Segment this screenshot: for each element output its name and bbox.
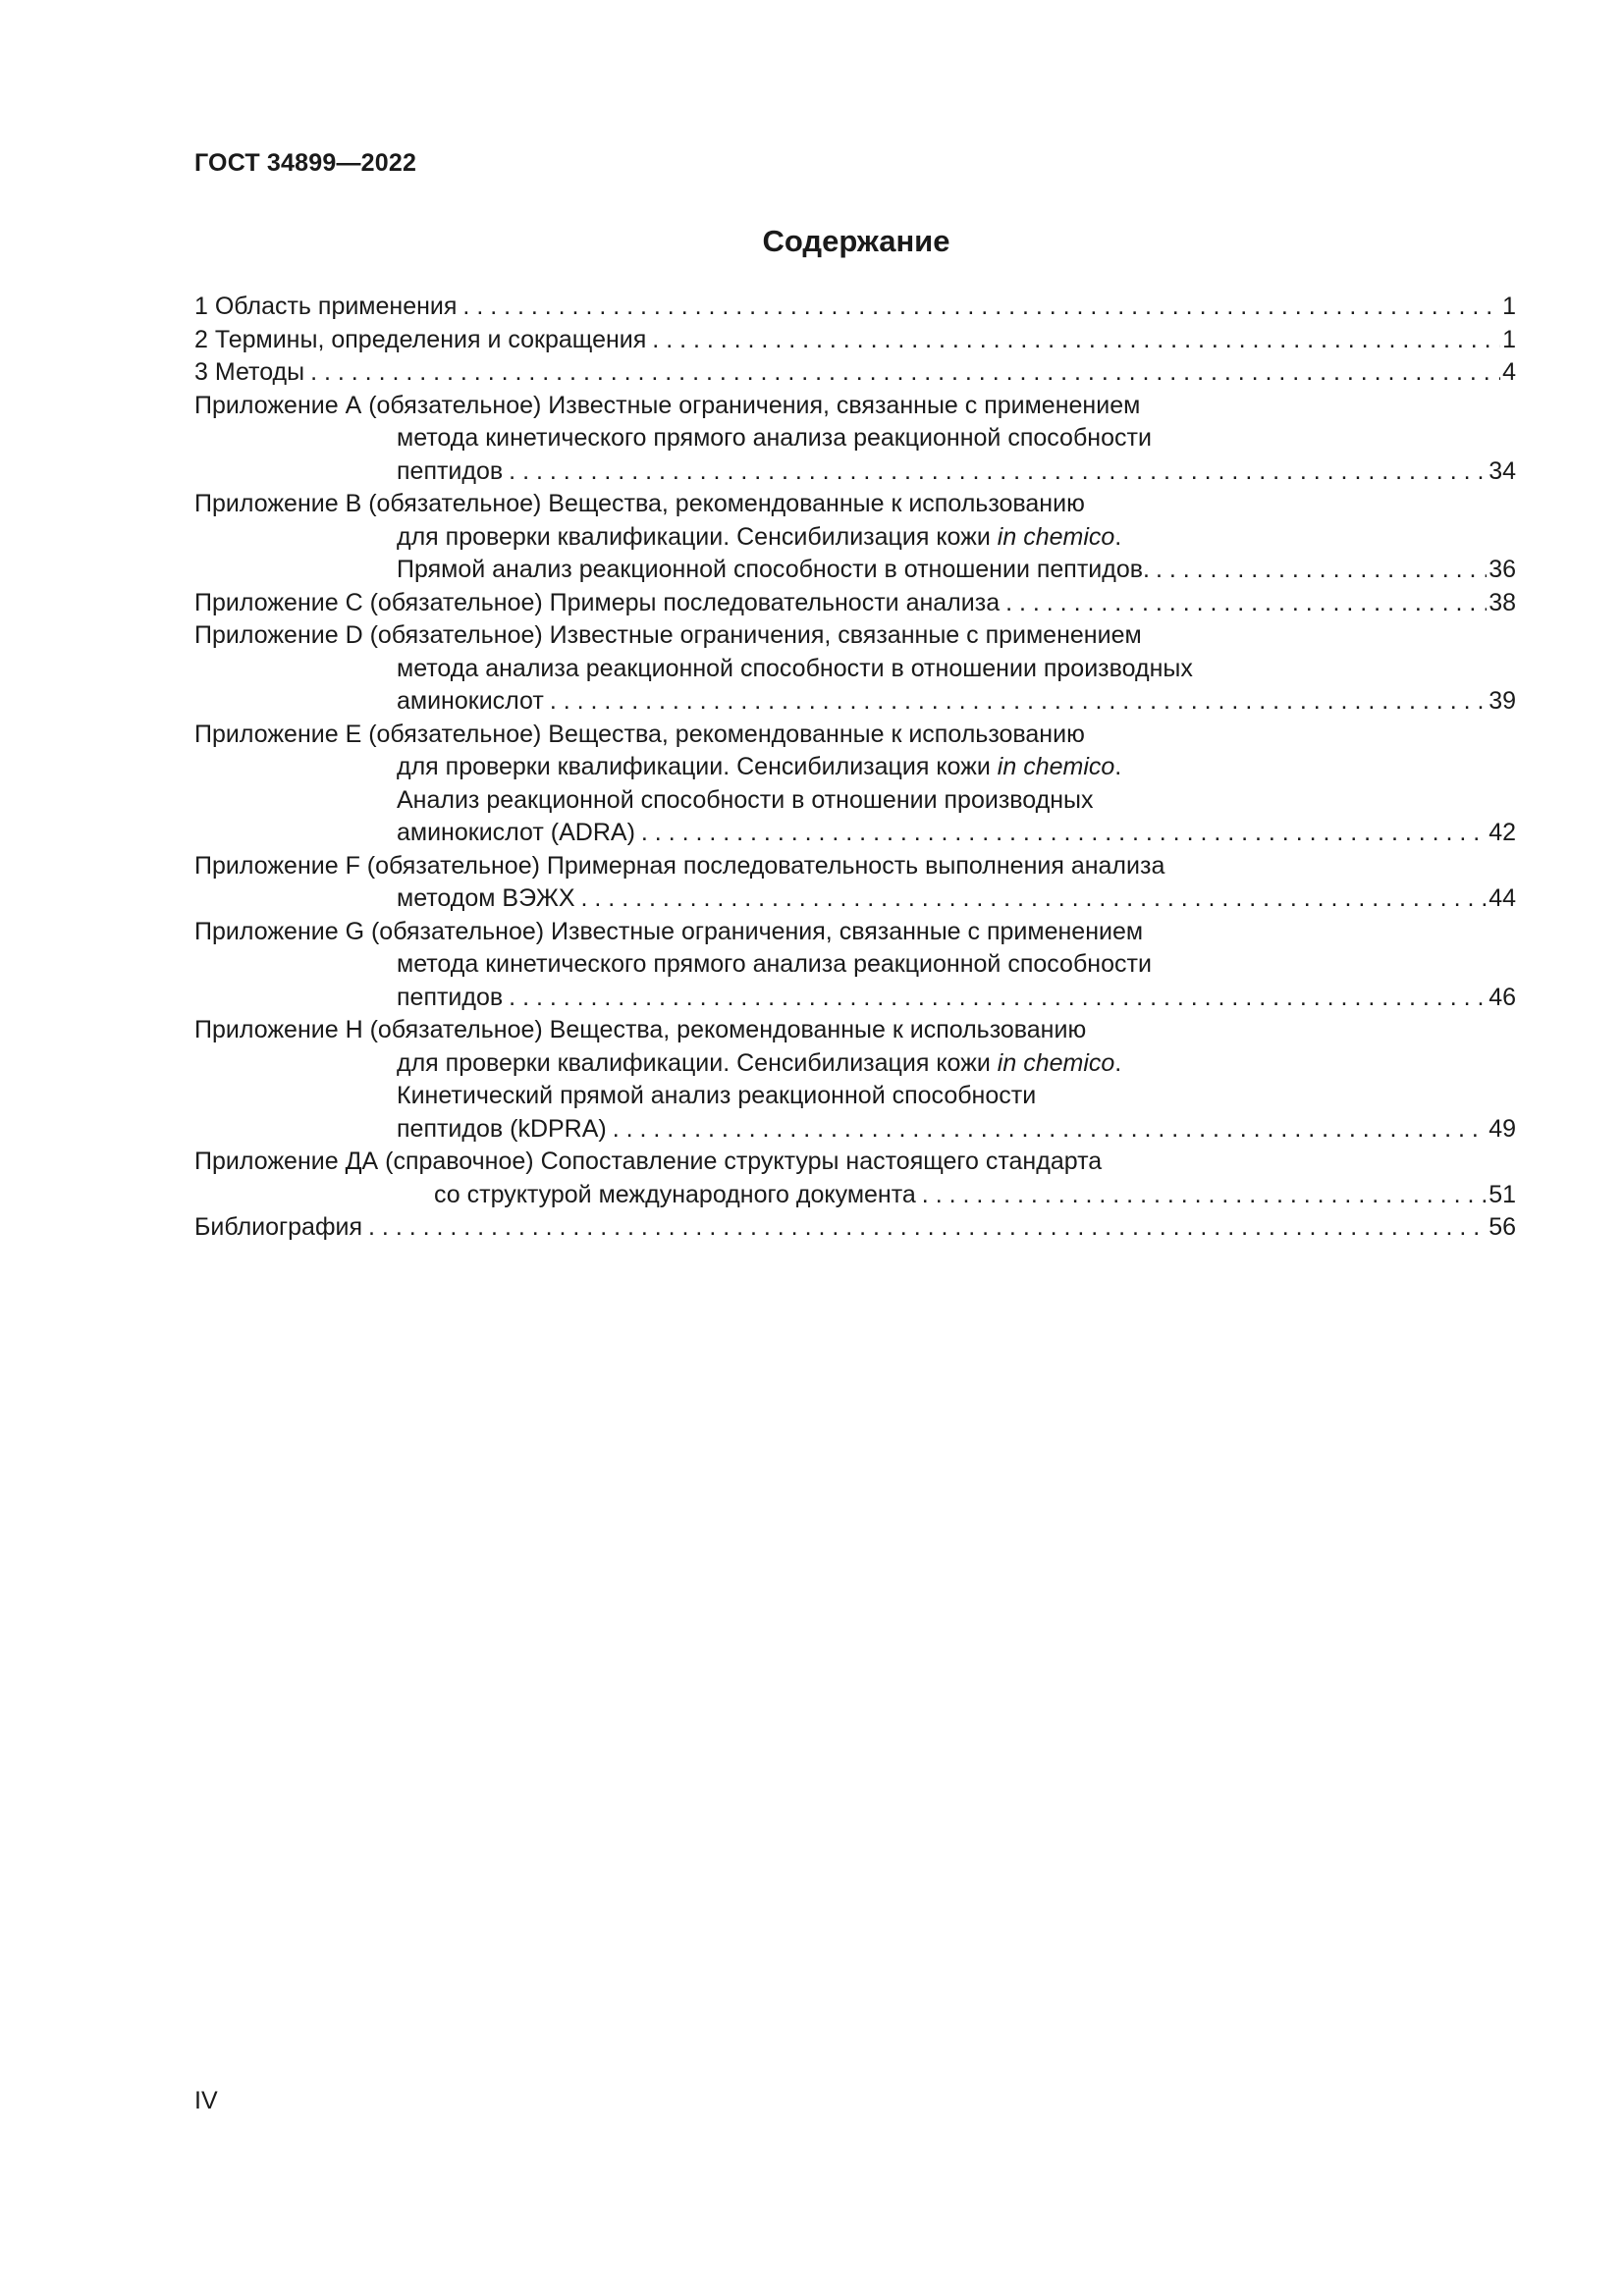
toc-entry-title-continued: Прямой анализ реакционной способности в отношении пептидов. <box>397 556 1150 583</box>
italic-term: in chemico <box>997 1048 1115 1077</box>
toc-entry-title-continued: аминокислот <box>397 687 544 715</box>
toc-entry-title-continued: пептидов <box>397 983 504 1011</box>
toc-entry-bibliography[interactable] <box>194 1211 1516 1245</box>
dot-leader <box>922 1179 1487 1212</box>
page-title: Содержание <box>762 224 950 258</box>
dot-leader <box>613 1113 1487 1147</box>
toc-entry-1[interactable] <box>194 291 1516 324</box>
dot-leader <box>581 882 1488 916</box>
toc-entry-annex-a[interactable] <box>194 390 1516 489</box>
toc-entry-title: 2 Термины, определения и сокращения <box>194 325 647 353</box>
toc-entry-3[interactable] <box>194 356 1516 390</box>
toc-entry-annex-d[interactable] <box>194 619 1516 719</box>
toc-entry-title-continued: для проверки квалификации. Сенсибилизация кожи in chemico. <box>397 753 1122 780</box>
toc-entry-title: Приложение G (обязательное) Известные ограничения, связанные с применением <box>194 917 1144 945</box>
toc-page-number: 51 <box>1489 1180 1516 1208</box>
toc-entry-annex-h[interactable] <box>194 1014 1516 1146</box>
toc-entry-title: 1 Область применения <box>194 293 458 320</box>
toc-entry-annex-c[interactable] <box>194 587 1516 620</box>
toc-entry-title-continued: со структурой международного документа <box>434 1180 916 1208</box>
toc-entry-title-continued: пептидов (kDPRA) <box>397 1114 607 1143</box>
toc-entry-title: Приложение D (обязательное) Известные ограничения, связанные с применением <box>194 621 1142 649</box>
toc-page-number: 34 <box>1489 456 1516 485</box>
toc-entry-2[interactable] <box>194 324 1516 357</box>
toc-entry-title-continued: метода кинетического прямого анализа реакционной способности <box>397 424 1152 452</box>
toc-page-number: 49 <box>1489 1114 1516 1143</box>
toc-page-number: 46 <box>1489 983 1516 1011</box>
toc-entry-annex-f[interactable] <box>194 850 1516 916</box>
toc-page-number: 56 <box>1489 1213 1516 1241</box>
dot-leader <box>462 291 1500 324</box>
toc-entry-title: Приложение F (обязательное) Примерная последовательность выполнения анализа <box>194 851 1165 880</box>
toc-page-number: 36 <box>1489 556 1516 583</box>
toc-entry-title-continued: аминокислот (ADRA) <box>397 819 635 846</box>
toc-entry-title: Приложение В (обязательное) Вещества, рекомендованные к использованию <box>194 490 1085 517</box>
dot-leader <box>1156 554 1487 587</box>
dot-leader <box>509 982 1487 1015</box>
toc-entry-title: Библиография <box>194 1213 363 1241</box>
toc-entry-title: Приложение Н (обязательное) Вещества, рекомендованные к использованию <box>194 1016 1087 1043</box>
document-code: ГОСТ 34899—2022 <box>194 149 417 177</box>
dot-leader <box>310 356 1500 390</box>
dot-leader <box>1005 587 1487 620</box>
page-number: IV <box>194 2087 218 2114</box>
italic-term: in chemico <box>997 522 1115 551</box>
toc-entry-title: Приложение А (обязательное) Известные ограничения, связанные с применением <box>194 391 1141 419</box>
toc-page-number: 4 <box>1502 358 1516 386</box>
toc-page-number: 1 <box>1502 325 1516 353</box>
toc-entry-title-continued: пептидов <box>397 456 504 485</box>
toc-entry-annex-g[interactable] <box>194 916 1516 1015</box>
toc-page-number: 42 <box>1489 819 1516 846</box>
toc-entry-annex-b[interactable] <box>194 488 1516 587</box>
toc-page-number: 38 <box>1489 588 1516 616</box>
toc-page-number: 1 <box>1502 293 1516 320</box>
toc-entry-annex-da[interactable] <box>194 1146 1516 1211</box>
toc-entry-title: Приложение Е (обязательное) Вещества, рекомендованные к использованию <box>194 720 1085 748</box>
dot-leader <box>509 455 1487 489</box>
toc-entry-title-continued: Анализ реакционной способности в отношении производных <box>397 785 1094 814</box>
toc-entry-title-continued: Кинетический прямой анализ реакционной способности <box>397 1082 1037 1109</box>
toc-entry-title-continued: метода анализа реакционной способности в отношении производных <box>397 654 1193 682</box>
toc-entry-title-continued: методом ВЭЖХ <box>397 884 575 912</box>
toc-page-number: 44 <box>1489 884 1516 912</box>
dot-leader <box>641 817 1487 850</box>
toc-page-number: 39 <box>1489 687 1516 715</box>
toc-entry-title-continued: метода кинетического прямого анализа реакционной способности <box>397 950 1152 978</box>
italic-term: in chemico <box>997 753 1115 780</box>
toc-entry-title: Приложение ДА (справочное) Сопоставление структуры настоящего стандарта <box>194 1148 1103 1175</box>
toc-entry-title-continued: для проверки квалификации. Сенсибилизация кожи in chemico. <box>397 1048 1122 1077</box>
toc-entry-title-continued: для проверки квалификации. Сенсибилизация кожи in chemico. <box>397 522 1122 551</box>
toc-entry-title: 3 Методы <box>194 358 305 386</box>
toc-entry-annex-e[interactable] <box>194 719 1516 850</box>
toc-entry-title: Приложение С (обязательное) Примеры последовательности анализа <box>194 588 1001 616</box>
table-of-contents <box>194 291 1516 1245</box>
dot-leader <box>550 685 1487 719</box>
dot-leader <box>368 1211 1487 1245</box>
dot-leader <box>652 324 1500 357</box>
